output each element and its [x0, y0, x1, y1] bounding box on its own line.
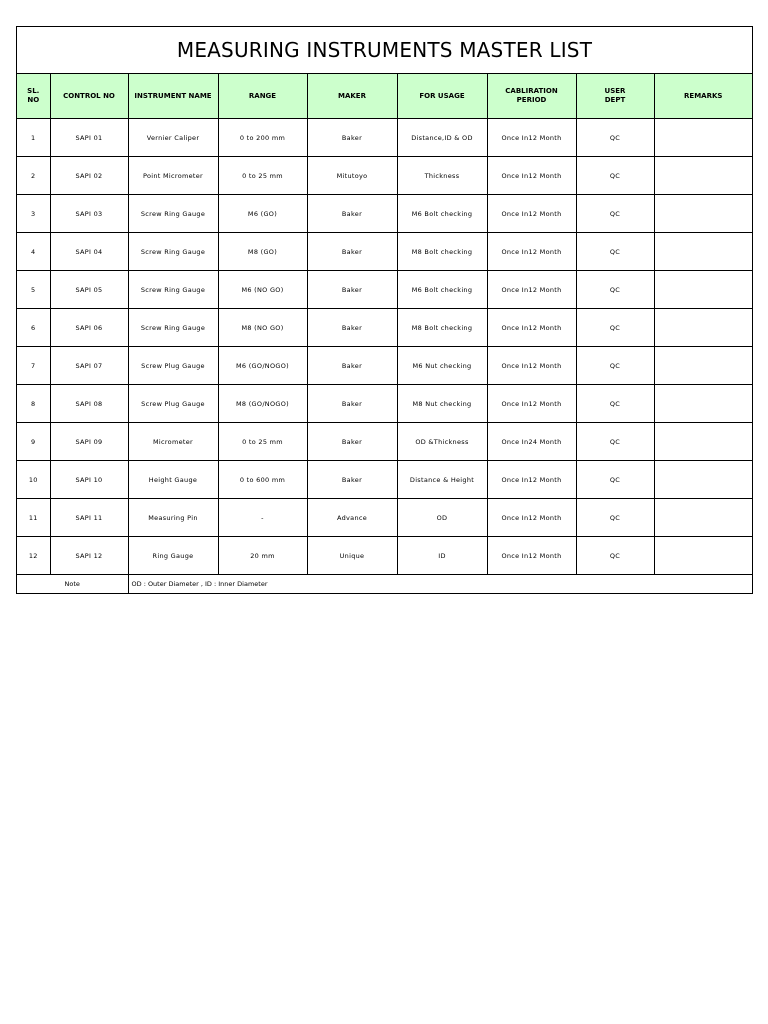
cell-user-dept: QC [576, 461, 654, 499]
table-row [17, 233, 752, 271]
header-range: RANGE [218, 74, 307, 119]
table-row [17, 347, 752, 385]
header-calibration-period: CABLIRATION PERIOD [487, 74, 576, 119]
cell-sl-no: 10 [17, 461, 50, 499]
cell-maker: Mitutoyo [307, 157, 397, 195]
cell-remarks [654, 461, 752, 499]
cell-remarks [654, 423, 752, 461]
cell-for-usage: M6 Bolt checking [397, 195, 487, 233]
note-label: Note [17, 575, 128, 594]
cell-maker: Baker [307, 195, 397, 233]
cell-user-dept: QC [576, 499, 654, 537]
header-instrument-name: INSTRUMENT NAME [128, 74, 218, 119]
note-row [17, 575, 752, 594]
cell-for-usage: OD [397, 499, 487, 537]
cell-for-usage: M8 Bolt checking [397, 233, 487, 271]
header-maker: MAKER [307, 74, 397, 119]
cell-user-dept: QC [576, 233, 654, 271]
cell-sl-no: 7 [17, 347, 50, 385]
table-row [17, 461, 752, 499]
cell-user-dept: QC [576, 271, 654, 309]
cell-remarks [654, 309, 752, 347]
cell-sl-no: 2 [17, 157, 50, 195]
cell-user-dept: QC [576, 309, 654, 347]
cell-instrument-name: Screw Ring Gauge [128, 309, 218, 347]
header-control-no: CONTROL NO [50, 74, 128, 119]
cell-remarks [654, 157, 752, 195]
cell-remarks [654, 537, 752, 575]
cell-control-no: SAPI 07 [50, 347, 128, 385]
cell-range: 0 to 600 mm [218, 461, 307, 499]
cell-calibration-period: Once In12 Month [487, 499, 576, 537]
cell-for-usage: M6 Nut checking [397, 347, 487, 385]
cell-sl-no: 11 [17, 499, 50, 537]
cell-for-usage: Distance,ID & OD [397, 119, 487, 157]
cell-remarks [654, 195, 752, 233]
cell-instrument-name: Screw Ring Gauge [128, 271, 218, 309]
cell-for-usage: M6 Bolt checking [397, 271, 487, 309]
cell-range: M6 (NO GO) [218, 271, 307, 309]
cell-range: M8 (NO GO) [218, 309, 307, 347]
cell-maker: Baker [307, 461, 397, 499]
cell-calibration-period: Once In12 Month [487, 537, 576, 575]
cell-calibration-period: Once In12 Month [487, 271, 576, 309]
cell-remarks [654, 385, 752, 423]
cell-user-dept: QC [576, 423, 654, 461]
cell-range: 20 mm [218, 537, 307, 575]
cell-maker: Baker [307, 119, 397, 157]
cell-sl-no: 12 [17, 537, 50, 575]
table-row [17, 195, 752, 233]
cell-control-no: SAPI 02 [50, 157, 128, 195]
cell-control-no: SAPI 10 [50, 461, 128, 499]
cell-user-dept: QC [576, 537, 654, 575]
cell-range: M6 (GO) [218, 195, 307, 233]
cell-sl-no: 1 [17, 119, 50, 157]
cell-sl-no: 9 [17, 423, 50, 461]
cell-instrument-name: Screw Ring Gauge [128, 195, 218, 233]
cell-calibration-period: Once In12 Month [487, 309, 576, 347]
cell-range: - [218, 499, 307, 537]
instruments-table [17, 74, 752, 593]
cell-calibration-period: Once In12 Month [487, 461, 576, 499]
cell-for-usage: M8 Nut checking [397, 385, 487, 423]
cell-user-dept: QC [576, 385, 654, 423]
cell-range: 0 to 25 mm [218, 157, 307, 195]
cell-maker: Unique [307, 537, 397, 575]
cell-calibration-period: Once In12 Month [487, 157, 576, 195]
cell-instrument-name: Micrometer [128, 423, 218, 461]
cell-calibration-period: Once In12 Month [487, 119, 576, 157]
header-remarks: REMARKS [654, 74, 752, 119]
cell-control-no: SAPI 11 [50, 499, 128, 537]
table-row [17, 157, 752, 195]
table-row [17, 119, 752, 157]
header-user-dept: USER DEPT [576, 74, 654, 119]
table-row [17, 423, 752, 461]
cell-instrument-name: Ring Gauge [128, 537, 218, 575]
cell-remarks [654, 271, 752, 309]
cell-calibration-period: Once In12 Month [487, 233, 576, 271]
master-list-sheet [16, 26, 753, 594]
cell-range: 0 to 25 mm [218, 423, 307, 461]
cell-control-no: SAPI 01 [50, 119, 128, 157]
cell-instrument-name: Height Gauge [128, 461, 218, 499]
cell-sl-no: 3 [17, 195, 50, 233]
cell-sl-no: 8 [17, 385, 50, 423]
cell-control-no: SAPI 04 [50, 233, 128, 271]
note-text: OD : Outer Diameter , ID : Inner Diameter [131, 580, 268, 588]
cell-for-usage: ID [397, 537, 487, 575]
cell-for-usage: Thickness [397, 157, 487, 195]
cell-range: M8 (GO/NOGO) [218, 385, 307, 423]
cell-for-usage: OD &Thickness [397, 423, 487, 461]
cell-instrument-name: Screw Plug Gauge [128, 385, 218, 423]
cell-maker: Advance [307, 499, 397, 537]
cell-control-no: SAPI 03 [50, 195, 128, 233]
table-row [17, 271, 752, 309]
cell-user-dept: QC [576, 157, 654, 195]
cell-instrument-name: Measuring Pin [128, 499, 218, 537]
cell-control-no: SAPI 08 [50, 385, 128, 423]
cell-maker: Baker [307, 347, 397, 385]
cell-instrument-name: Screw Plug Gauge [128, 347, 218, 385]
cell-user-dept: QC [576, 195, 654, 233]
cell-user-dept: QC [576, 119, 654, 157]
cell-sl-no: 4 [17, 233, 50, 271]
cell-range: M6 (GO/NOGO) [218, 347, 307, 385]
cell-maker: Baker [307, 385, 397, 423]
cell-maker: Baker [307, 233, 397, 271]
cell-control-no: SAPI 12 [50, 537, 128, 575]
cell-instrument-name: Vernier Caliper [128, 119, 218, 157]
page-title: MEASURING INSTRUMENTS MASTER LIST [17, 27, 752, 74]
cell-sl-no: 5 [17, 271, 50, 309]
header-for-usage: FOR USAGE [397, 74, 487, 119]
table-row [17, 499, 752, 537]
cell-remarks [654, 499, 752, 537]
table-row [17, 537, 752, 575]
cell-remarks [654, 233, 752, 271]
cell-for-usage: M8 Bolt checking [397, 309, 487, 347]
cell-range: M8 (GO) [218, 233, 307, 271]
table-row [17, 385, 752, 423]
cell-maker: Baker [307, 271, 397, 309]
cell-control-no: SAPI 06 [50, 309, 128, 347]
cell-instrument-name: Point Micrometer [128, 157, 218, 195]
header-row [17, 74, 752, 119]
cell-remarks [654, 119, 752, 157]
cell-instrument-name: Screw Ring Gauge [128, 233, 218, 271]
cell-control-no: SAPI 09 [50, 423, 128, 461]
cell-control-no: SAPI 05 [50, 271, 128, 309]
table-row [17, 309, 752, 347]
cell-range: 0 to 200 mm [218, 119, 307, 157]
cell-user-dept: QC [576, 347, 654, 385]
cell-calibration-period: Once In24 Month [487, 423, 576, 461]
cell-maker: Baker [307, 309, 397, 347]
cell-calibration-period: Once In12 Month [487, 347, 576, 385]
cell-sl-no: 6 [17, 309, 50, 347]
cell-remarks [654, 347, 752, 385]
cell-calibration-period: Once In12 Month [487, 385, 576, 423]
cell-maker: Baker [307, 423, 397, 461]
cell-for-usage: Distance & Height [397, 461, 487, 499]
header-sl-no: SL. NO [17, 74, 50, 119]
cell-calibration-period: Once In12 Month [487, 195, 576, 233]
